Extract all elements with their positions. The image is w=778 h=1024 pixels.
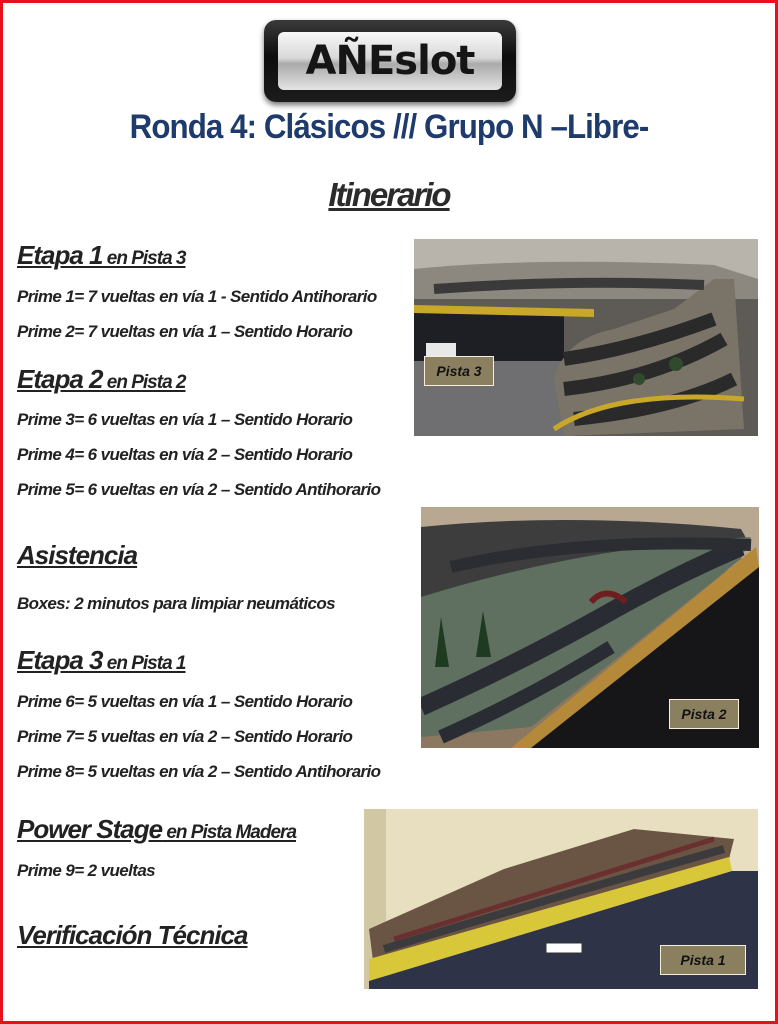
page-title: Ronda 4: Clásicos /// Grupo N –Libre- bbox=[129, 108, 649, 146]
stage-heading: Etapa 1 bbox=[17, 240, 103, 270]
stage-2-heading bbox=[17, 364, 186, 395]
stage-track: en Pista 3 bbox=[102, 248, 186, 269]
stage-heading: Verificación Técnica bbox=[17, 920, 248, 950]
aneslot-logo bbox=[264, 20, 516, 102]
page-subtitle: Itinerario bbox=[328, 176, 450, 213]
logo-plate bbox=[278, 32, 502, 90]
pista-1-label: Pista 1 bbox=[660, 945, 746, 975]
prime-6: Prime 6= 5 vueltas en vía 1 – Sentido Horario bbox=[17, 692, 353, 711]
prime-5: Prime 5= 6 vueltas en vía 2 – Sentido Antihorario bbox=[17, 480, 381, 499]
pista-2-photo bbox=[421, 507, 759, 748]
stage-heading: Etapa 2 bbox=[17, 364, 103, 394]
prime-4: Prime 4= 6 vueltas en vía 2 – Sentido Horario bbox=[17, 445, 353, 464]
prime-3: Prime 3= 6 vueltas en vía 1 – Sentido Horario bbox=[17, 410, 353, 429]
stage-1-heading bbox=[17, 240, 186, 271]
prime-7: Prime 7= 5 vueltas en vía 2 – Sentido Horario bbox=[17, 727, 353, 746]
prime-1: Prime 1= 7 vueltas en vía 1 - Sentido Antihorario bbox=[17, 287, 377, 306]
logo-text: AÑEslot bbox=[305, 38, 475, 84]
technical-check-heading bbox=[17, 920, 247, 951]
prime-8: Prime 8= 5 vueltas en vía 2 – Sentido Antihorario bbox=[17, 762, 381, 781]
prime-9: Prime 9= 2 vueltas bbox=[17, 861, 156, 880]
pista-3-photo bbox=[414, 239, 758, 436]
stage-heading: Etapa 3 bbox=[17, 645, 103, 675]
stage-heading: Power Stage bbox=[17, 814, 163, 844]
stage-heading: Asistencia bbox=[17, 540, 138, 570]
stage-3-heading bbox=[17, 645, 186, 676]
assistance-heading bbox=[17, 540, 137, 571]
stage-track: en Pista Madera bbox=[162, 822, 297, 843]
pista-2-label: Pista 2 bbox=[669, 699, 739, 729]
power-stage-heading bbox=[17, 814, 296, 845]
prime-2: Prime 2= 7 vueltas en vía 1 – Sentido Horario bbox=[17, 322, 353, 341]
stage-track: en Pista 1 bbox=[102, 653, 186, 674]
pista-1-photo bbox=[364, 809, 758, 989]
pista-3-label: Pista 3 bbox=[424, 356, 494, 386]
stage-track: en Pista 2 bbox=[102, 372, 186, 393]
boxes-line: Boxes: 2 minutos para limpiar neumáticos bbox=[17, 594, 335, 613]
